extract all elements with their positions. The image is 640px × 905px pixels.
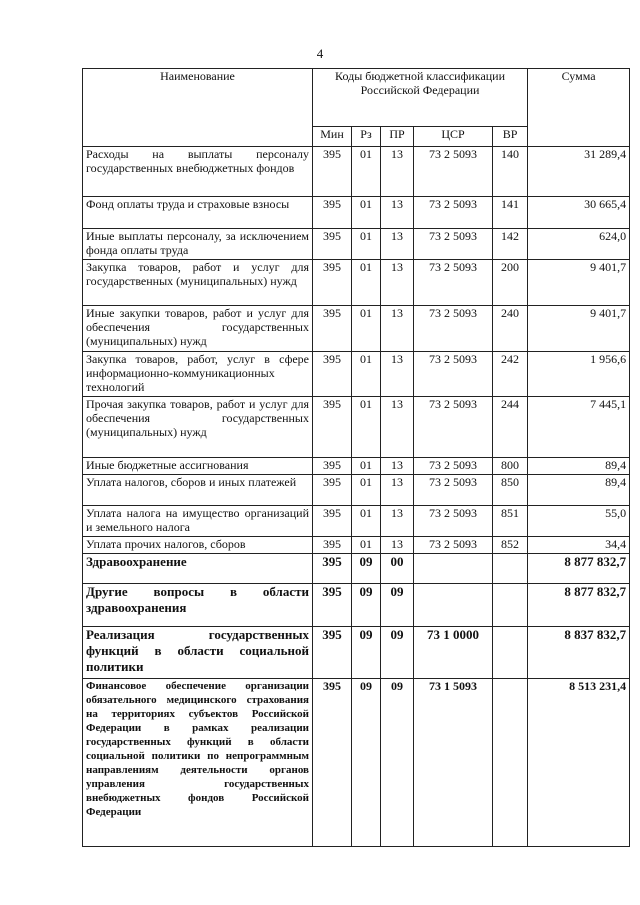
row-name: Здравоохранение (83, 554, 313, 584)
row-amount: 31 289,4 (528, 147, 630, 197)
row-amount: 8 837 832,7 (528, 627, 630, 679)
budget-table (82, 68, 630, 847)
row-min: 395 (313, 229, 352, 260)
row-name: Расходы на выплаты персоналу государственных внебюджетных фондов (83, 147, 313, 197)
row-rz: 01 (352, 458, 381, 475)
table-row (83, 306, 630, 352)
row-min: 395 (313, 260, 352, 306)
row-pr: 13 (381, 260, 414, 306)
table-row (83, 458, 630, 475)
row-vr (493, 627, 528, 679)
row-name: Уплата прочих налогов, сборов (83, 537, 313, 554)
row-min: 395 (313, 306, 352, 352)
row-rz: 01 (352, 475, 381, 506)
table-row-section (83, 679, 630, 847)
row-pr: 13 (381, 147, 414, 197)
row-rz: 01 (352, 147, 381, 197)
row-rz: 09 (352, 584, 381, 627)
row-rz: 01 (352, 229, 381, 260)
row-amount: 8 877 832,7 (528, 584, 630, 627)
row-min: 395 (313, 554, 352, 584)
row-name: Иные выплаты персоналу, за исключением фонда оплаты труда (83, 229, 313, 260)
table-row (83, 475, 630, 506)
table-row (83, 260, 630, 306)
row-pr: 13 (381, 458, 414, 475)
row-min: 395 (313, 679, 352, 847)
row-csr: 73 2 5093 (414, 506, 493, 537)
row-csr: 73 2 5093 (414, 458, 493, 475)
row-rz: 09 (352, 679, 381, 847)
row-vr: 850 (493, 475, 528, 506)
row-pr: 13 (381, 306, 414, 352)
row-amount: 34,4 (528, 537, 630, 554)
table-row-section (83, 627, 630, 679)
row-pr: 13 (381, 397, 414, 458)
header-csr: ЦСР (414, 127, 493, 147)
row-vr: 140 (493, 147, 528, 197)
header-rz: Рз (352, 127, 381, 147)
row-vr (493, 554, 528, 584)
row-vr: 240 (493, 306, 528, 352)
row-min: 395 (313, 627, 352, 679)
row-name: Закупка товаров, работ, услуг в сфере информационно-коммуникационных технологий (83, 352, 313, 397)
row-vr: 244 (493, 397, 528, 458)
row-name: Прочая закупка товаров, работ и услуг для обеспечения государственных (муниципальных) нужд (83, 397, 313, 458)
row-csr (414, 584, 493, 627)
row-min: 395 (313, 352, 352, 397)
row-min: 395 (313, 537, 352, 554)
row-rz: 01 (352, 352, 381, 397)
table-row (83, 197, 630, 229)
row-name: Реализация государственных функций в области социальной политики (83, 627, 313, 679)
row-name: Уплата налога на имущество организаций и земельного налога (83, 506, 313, 537)
row-csr: 73 1 5093 (414, 679, 493, 847)
row-vr: 141 (493, 197, 528, 229)
row-pr: 13 (381, 352, 414, 397)
row-vr: 242 (493, 352, 528, 397)
table-row (83, 229, 630, 260)
table-row (83, 537, 630, 554)
row-csr: 73 2 5093 (414, 537, 493, 554)
row-name: Иные бюджетные ассигнования (83, 458, 313, 475)
row-csr: 73 2 5093 (414, 306, 493, 352)
row-vr (493, 584, 528, 627)
row-vr: 800 (493, 458, 528, 475)
header-min: Мин (313, 127, 352, 147)
row-vr: 851 (493, 506, 528, 537)
row-pr: 13 (381, 197, 414, 229)
row-name: Финансовое обеспечение организации обязательного медицинского страхования на территориях субъектов Российской Федерации в рамках реализации государственных функций в области социальной политики по непрограммным направлениям деятельности органов управления государственных внебюджетных фондов Российской Федерации (83, 679, 313, 847)
row-vr: 200 (493, 260, 528, 306)
row-csr: 73 2 5093 (414, 397, 493, 458)
row-min: 395 (313, 584, 352, 627)
table-row-section (83, 554, 630, 584)
row-min: 395 (313, 506, 352, 537)
row-amount: 30 665,4 (528, 197, 630, 229)
header-pr: ПР (381, 127, 414, 147)
row-pr: 13 (381, 537, 414, 554)
row-csr: 73 1 0000 (414, 627, 493, 679)
row-name: Другие вопросы в области здравоохранения (83, 584, 313, 627)
row-min: 395 (313, 397, 352, 458)
row-vr: 142 (493, 229, 528, 260)
row-csr: 73 2 5093 (414, 147, 493, 197)
row-rz: 01 (352, 260, 381, 306)
row-min: 395 (313, 197, 352, 229)
row-name: Фонд оплаты труда и страховые взносы (83, 197, 313, 229)
row-amount: 89,4 (528, 475, 630, 506)
table-row (83, 147, 630, 197)
page-number: 4 (316, 46, 324, 61)
row-pr: 09 (381, 627, 414, 679)
row-amount: 9 401,7 (528, 260, 630, 306)
row-rz: 09 (352, 554, 381, 584)
row-min: 395 (313, 147, 352, 197)
table-header-row (83, 69, 630, 127)
row-csr: 73 2 5093 (414, 197, 493, 229)
row-pr: 09 (381, 584, 414, 627)
row-rz: 01 (352, 397, 381, 458)
table-row (83, 506, 630, 537)
row-csr: 73 2 5093 (414, 229, 493, 260)
row-vr: 852 (493, 537, 528, 554)
row-amount: 624,0 (528, 229, 630, 260)
row-amount: 8 513 231,4 (528, 679, 630, 847)
row-rz: 01 (352, 306, 381, 352)
row-csr: 73 2 5093 (414, 475, 493, 506)
table-row (83, 397, 630, 458)
row-pr: 09 (381, 679, 414, 847)
row-csr (414, 554, 493, 584)
row-amount: 7 445,1 (528, 397, 630, 458)
header-vr: ВР (493, 127, 528, 147)
table-row-section (83, 584, 630, 627)
table-row (83, 352, 630, 397)
row-name: Иные закупки товаров, работ и услуг для обеспечения государственных (муниципальных) нужд (83, 306, 313, 352)
header-codes-group: Коды бюджетной классификации Российской Федерации (313, 69, 528, 127)
header-amount: Сумма (528, 69, 630, 147)
row-amount: 89,4 (528, 458, 630, 475)
header-name: Наименование (83, 69, 313, 147)
row-rz: 01 (352, 197, 381, 229)
row-vr (493, 679, 528, 847)
row-pr: 13 (381, 475, 414, 506)
row-rz: 09 (352, 627, 381, 679)
row-min: 395 (313, 475, 352, 506)
row-rz: 01 (352, 506, 381, 537)
row-name: Уплата налогов, сборов и иных платежей (83, 475, 313, 506)
row-csr: 73 2 5093 (414, 260, 493, 306)
row-amount: 55,0 (528, 506, 630, 537)
row-min: 395 (313, 458, 352, 475)
row-amount: 9 401,7 (528, 306, 630, 352)
row-amount: 8 877 832,7 (528, 554, 630, 584)
row-rz: 01 (352, 537, 381, 554)
row-amount: 1 956,6 (528, 352, 630, 397)
row-pr: 13 (381, 506, 414, 537)
row-pr: 00 (381, 554, 414, 584)
row-csr: 73 2 5093 (414, 352, 493, 397)
row-pr: 13 (381, 229, 414, 260)
row-name: Закупка товаров, работ и услуг для государственных (муниципальных) нужд (83, 260, 313, 306)
